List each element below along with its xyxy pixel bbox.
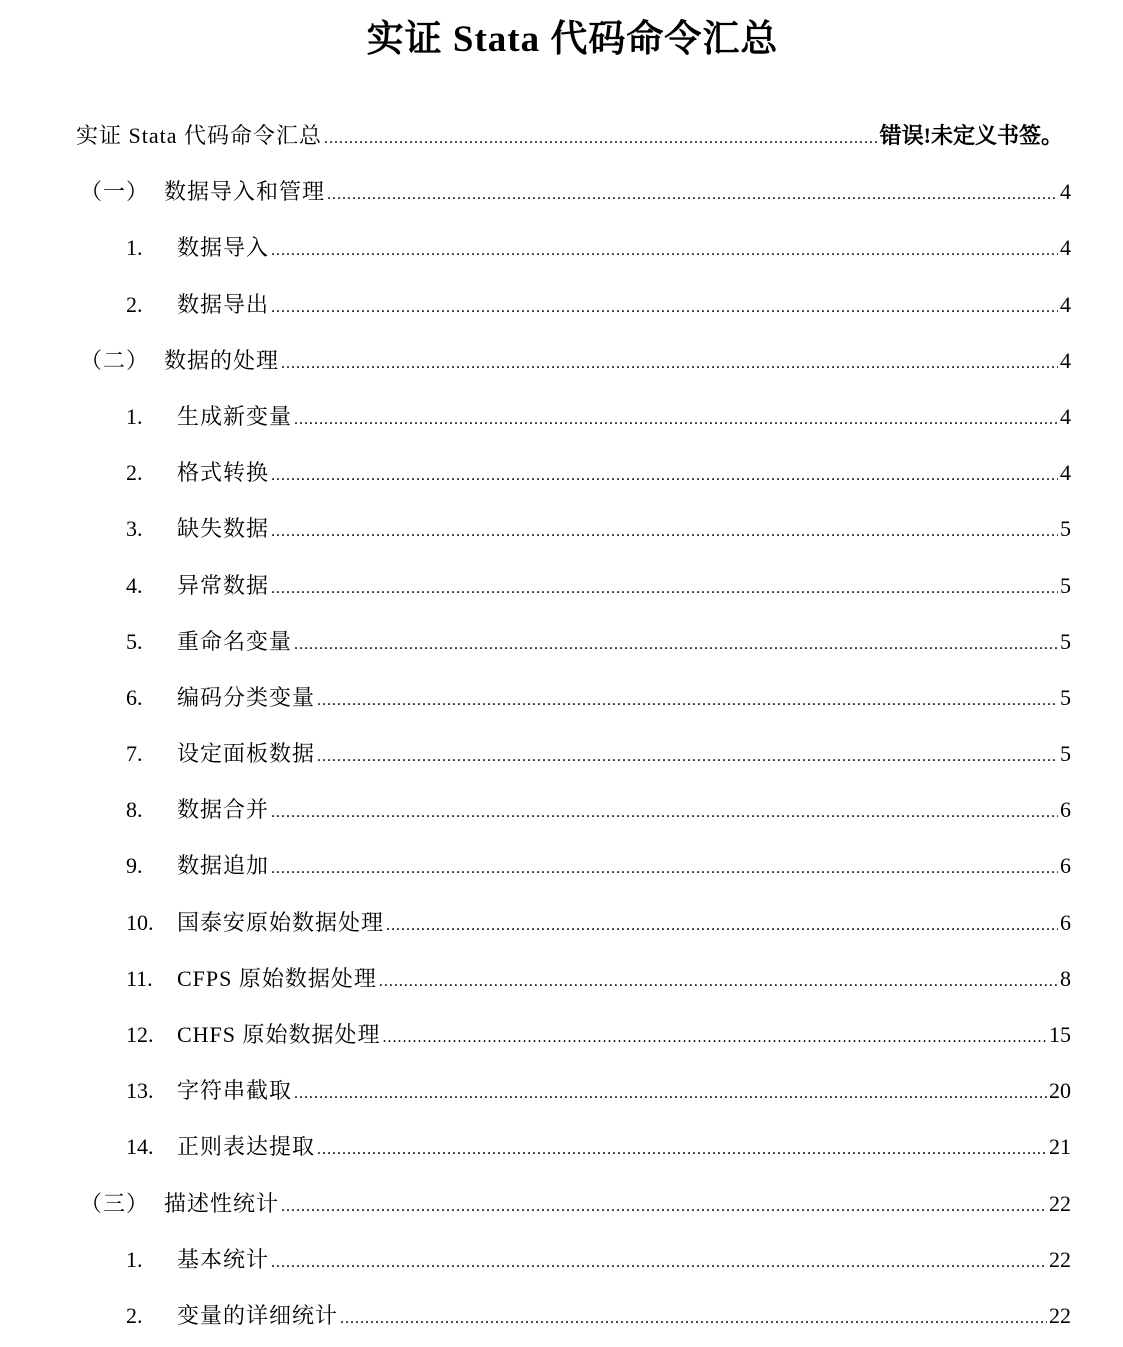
toc-entry-page-number: 4 [1060,291,1071,317]
toc-entry-page-number: 20 [1049,1078,1071,1104]
toc-entry-title[interactable]: 编码分类变量 [177,684,316,710]
toc-entry[interactable] [0,164,1123,220]
toc-entry-title[interactable]: 数据导出 [177,291,270,317]
toc-dot-leader [271,504,1058,560]
toc-dot-leader [294,617,1058,673]
toc-entry-title[interactable]: 国泰安原始数据处理 [177,909,385,935]
toc-entry[interactable] [0,558,1123,614]
toc-entry-title[interactable]: 设定面板数据 [177,741,316,767]
toc-entry[interactable] [0,333,1123,389]
toc-entry-number: 10. [126,909,154,935]
toc-entry-page-number: 22 [1049,1246,1071,1272]
toc-entry-page-number: 5 [1060,572,1071,598]
toc-entry-page-number: 5 [1060,516,1071,542]
toc-entry-page-number: 4 [1060,347,1071,373]
toc-entry[interactable] [0,1176,1123,1232]
toc-dot-leader [271,561,1058,617]
toc-entry-number: 2. [126,291,143,317]
toc-dot-leader [340,1291,1047,1347]
toc-entry-page-number: 5 [1060,684,1071,710]
toc-entry-title[interactable]: 格式转换 [177,460,270,486]
toc-entry-number: 12. [126,1022,154,1047]
toc-dot-leader [271,1235,1047,1291]
toc-dot-leader [317,1122,1047,1178]
toc-dot-leader [271,223,1058,279]
toc-entry-title[interactable]: CFPS 原始数据处理 [177,965,377,991]
toc-entry[interactable] [0,726,1123,782]
toc-entry[interactable] [0,1288,1123,1344]
toc-entry-title[interactable]: CHFS 原始数据处理 [177,1022,381,1047]
toc-entry-number: 2. [126,460,143,486]
toc-entry-title[interactable]: 实证 Stata 代码命令汇总 [76,123,322,148]
toc-dot-leader [317,673,1058,729]
toc-dot-leader [386,898,1058,954]
toc-entry-title[interactable]: 生成新变量 [177,403,293,429]
toc-entry-page-number: 4 [1060,179,1071,205]
toc-entry-number: 4. [126,572,143,598]
toc-entry-title[interactable]: 数据合并 [177,797,270,823]
toc-entry-number: 1. [126,1246,143,1272]
toc-entry-page-number: 4 [1060,460,1071,486]
toc-dot-leader [379,954,1058,1010]
toc-entry-page-number: 错误!未定义书签。 [879,123,1063,148]
toc-entry-page-number: 4 [1060,403,1071,429]
toc-entry-number: 5. [126,628,143,654]
toc-entry-page-number: 4 [1060,235,1071,261]
toc-entry-number: 1. [126,235,143,261]
toc-entry[interactable] [0,220,1123,276]
toc-entry-number: （三） [80,1190,150,1216]
toc-entry[interactable] [0,838,1123,894]
toc-entry-number: 1. [126,403,143,429]
toc-entry-page-number: 22 [1049,1190,1071,1216]
toc-entry[interactable] [0,445,1123,501]
toc-entry-title[interactable]: 字符串截取 [177,1078,293,1104]
toc-entry-title[interactable]: 数据的处理 [164,347,280,373]
toc-entry-title[interactable]: 缺失数据 [177,516,270,542]
document-title: 实证 Stata 代码命令汇总 [366,19,779,60]
toc-entry[interactable] [0,1063,1123,1119]
toc-entry-title[interactable]: 正则表达提取 [177,1134,316,1160]
toc-entry[interactable] [0,1007,1123,1063]
toc-dot-leader [294,392,1058,448]
toc-entry-page-number: 21 [1049,1134,1071,1160]
toc-entry[interactable] [0,389,1123,445]
toc-entry[interactable] [0,1232,1123,1288]
toc-entry-title[interactable]: 异常数据 [177,572,270,598]
toc-entry-number: 3. [126,516,143,542]
toc-entry-number: 13. [126,1078,154,1104]
toc-entry-title[interactable]: 基本统计 [177,1246,270,1272]
toc-entry-title[interactable]: 变量的详细统计 [177,1302,339,1328]
toc-entry[interactable] [0,670,1123,726]
toc-entry-number: 11. [126,965,153,991]
toc-entry-number: 7. [126,741,143,767]
toc-dot-leader [327,167,1058,223]
toc-dot-leader [271,448,1058,504]
toc-entry[interactable] [0,108,1123,164]
toc-entry[interactable] [0,501,1123,557]
toc-entry-number: （一） [80,179,150,205]
table-of-contents [0,108,1123,1344]
toc-entry-number: （二） [80,347,150,373]
toc-dot-leader [271,841,1058,897]
toc-entry-number: 6. [126,684,143,710]
toc-dot-leader [271,785,1058,841]
toc-entry-number: 14. [126,1134,154,1160]
toc-entry-page-number: 6 [1060,853,1071,879]
toc-entry-page-number: 22 [1049,1302,1071,1328]
toc-entry[interactable] [0,614,1123,670]
toc-entry[interactable] [0,895,1123,951]
toc-entry-title[interactable]: 数据追加 [177,853,270,879]
toc-entry-title[interactable]: 描述性统计 [164,1190,280,1216]
toc-entry-number: 8. [126,797,143,823]
toc-dot-leader [271,280,1058,336]
toc-dot-leader [294,1066,1047,1122]
toc-entry-page-number: 15 [1049,1022,1071,1047]
toc-entry-title[interactable]: 数据导入 [177,235,270,261]
toc-entry-page-number: 8 [1060,965,1071,991]
toc-dot-leader [281,1179,1047,1235]
toc-entry-number: 9. [126,853,143,879]
toc-entry[interactable] [0,277,1123,333]
toc-dot-leader [317,729,1058,785]
toc-entry-page-number: 6 [1060,909,1071,935]
toc-entry-page-number: 5 [1060,628,1071,654]
toc-entry-number: 2. [126,1302,143,1328]
toc-entry-title[interactable]: 数据导入和管理 [164,179,326,205]
toc-entry[interactable] [0,951,1123,1007]
toc-dot-leader [383,1010,1047,1066]
toc-entry-page-number: 6 [1060,797,1071,823]
toc-dot-leader [324,111,878,167]
toc-entry[interactable] [0,1119,1123,1175]
toc-dot-leader [281,336,1058,392]
toc-entry-page-number: 5 [1060,741,1071,767]
toc-entry-title[interactable]: 重命名变量 [177,628,293,654]
toc-entry[interactable] [0,782,1123,838]
